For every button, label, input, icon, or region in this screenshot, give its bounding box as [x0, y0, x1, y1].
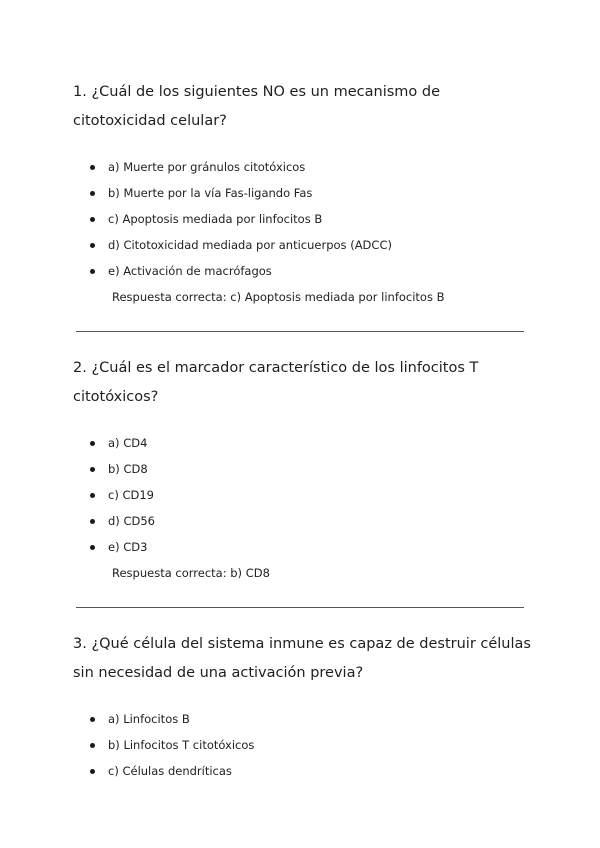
bullet-icon: [90, 717, 95, 722]
bullet-icon: [90, 441, 95, 446]
bullet-icon: [90, 467, 95, 472]
option-label: d) Citotoxicidad mediada por anticuerpos (ADCC): [108, 238, 392, 252]
question-1-title: 1. ¿Cuál de los siguientes NO es un mecanismo de citotoxicidad celular?: [73, 84, 441, 129]
option-label: a) Muerte por gránulos citotóxicos: [108, 160, 306, 174]
option-label: a) Linfocitos B: [108, 712, 190, 726]
question-1-options: [73, 154, 533, 284]
option-item: [73, 482, 533, 508]
option-label: b) CD8: [108, 462, 148, 476]
bullet-icon: [90, 191, 95, 196]
option-item: [73, 232, 533, 258]
bullet-icon: [90, 743, 95, 748]
bullet-icon: [90, 519, 95, 524]
bullet-icon: [90, 217, 95, 222]
option-item: [73, 430, 533, 456]
question-3-options: [73, 706, 533, 784]
option-label: a) CD4: [108, 436, 148, 450]
question-2: [73, 354, 533, 586]
bullet-icon: [90, 769, 95, 774]
bullet-icon: [90, 545, 95, 550]
option-label: c) Apoptosis mediada por linfocitos B: [108, 212, 323, 226]
option-label: b) Linfocitos T citotóxicos: [108, 738, 255, 752]
option-item: [73, 706, 533, 732]
option-item: [73, 456, 533, 482]
option-item: [73, 508, 533, 534]
bullet-icon: [90, 269, 95, 274]
question-1-answer: Respuesta correcta: c) Apoptosis mediada por linfocitos B: [112, 290, 445, 304]
question-2-options: [73, 430, 533, 560]
option-label: c) CD19: [108, 488, 154, 502]
question-2-answer: Respuesta correcta: b) CD8: [112, 566, 270, 580]
question-1: [73, 78, 533, 310]
option-label: d) CD56: [108, 514, 155, 528]
option-item: [73, 154, 533, 180]
option-item: [73, 258, 533, 284]
section-divider: [76, 607, 524, 608]
option-item: [73, 758, 533, 784]
bullet-icon: [90, 493, 95, 498]
option-item: [73, 732, 533, 758]
bullet-icon: [90, 243, 95, 248]
question-3: [73, 630, 533, 784]
bullet-icon: [90, 165, 95, 170]
option-label: e) CD3: [108, 540, 148, 554]
section-divider: [76, 331, 524, 332]
option-item: [73, 180, 533, 206]
question-2-title: 2. ¿Cuál es el marcador característico de los linfocitos T citotóxicos?: [73, 360, 479, 405]
option-item: [73, 206, 533, 232]
question-3-title: 3. ¿Qué célula del sistema inmune es capaz de destruir células sin necesidad de una activación previa?: [73, 636, 531, 681]
option-label: b) Muerte por la vía Fas-ligando Fas: [108, 186, 313, 200]
option-label: c) Células dendríticas: [108, 764, 232, 778]
option-label: e) Activación de macrófagos: [108, 264, 272, 278]
option-item: [73, 534, 533, 560]
